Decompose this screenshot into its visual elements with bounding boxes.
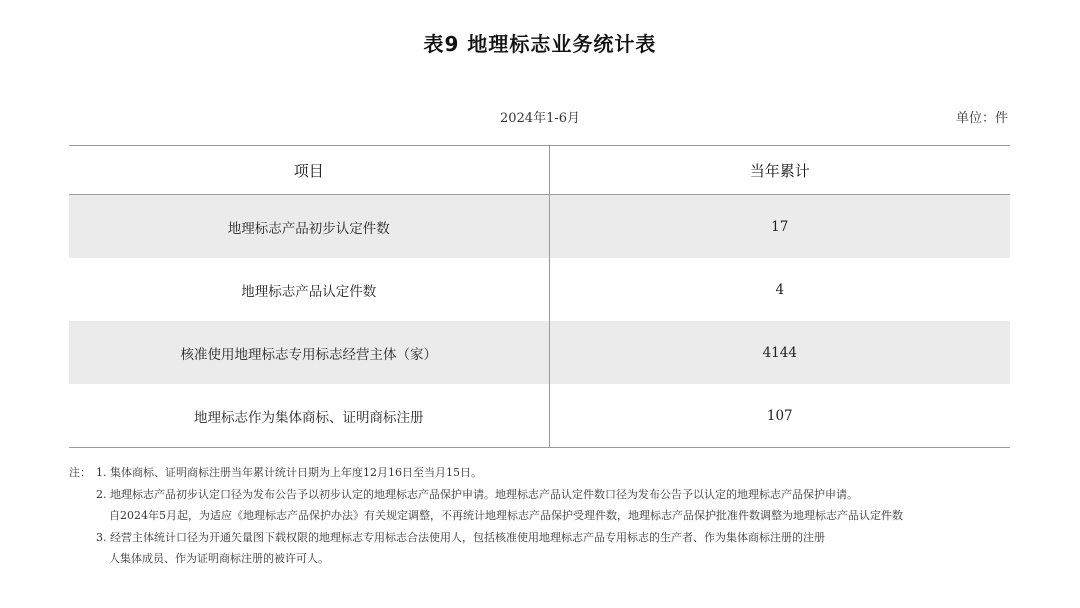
footnote-text: 3. 经营主体统计口径为开通矢量图下载权限的地理标志专用标志合法使用人，包括核准使用地理标志产品专用标志的生产者、作为集体商标注册的注册 [96, 530, 825, 544]
table-row [69, 258, 1010, 321]
table-row [69, 384, 1010, 448]
footnotes [69, 462, 1019, 570]
footnote-line [69, 527, 1019, 549]
row-value: 4144 [549, 321, 1010, 384]
header-cumulative: 当年累计 [549, 146, 1010, 195]
table-title: 表9 地理标志业务统计表 [423, 32, 657, 56]
statistics-table [69, 145, 1010, 448]
row-item-label: 核准使用地理标志专用标志经营主体（家） [69, 321, 549, 384]
row-item-label: 地理标志产品认定件数 [69, 258, 549, 321]
footnote-text: 自2024年5月起，为适应《地理标志产品保护办法》有关规定调整，不再统计地理标志产品保护受理件数，地理标志产品保护批准件数调整为地理标志产品认定件数 [109, 509, 903, 522]
row-value: 107 [549, 384, 1010, 448]
row-item-label: 地理标志作为集体商标、证明商标注册 [69, 384, 549, 448]
footnote-prefix: 注： [69, 466, 91, 479]
row-item-label: 地理标志产品初步认定件数 [69, 195, 549, 259]
header-item: 项目 [69, 146, 549, 195]
row-value: 17 [549, 195, 1010, 259]
footnote-line [69, 548, 1019, 570]
footnote-line [69, 484, 1019, 506]
table-row [69, 321, 1010, 384]
row-value: 4 [775, 281, 785, 298]
footnote-line [69, 505, 1019, 527]
table-row [69, 195, 1010, 259]
footnote-text: 人集体成员、作为证明商标注册的被许可人。 [109, 552, 329, 565]
unit-label: 单位：件 [955, 111, 1008, 126]
footnote-text: 2. 地理标志产品初步认定口径为发布公告予以初步认定的地理标志产品保护申请。地理标志产品认定件数口径为发布公告予以认定的地理标志产品保护申请。 [96, 487, 858, 501]
footnote-text: 1. 集体商标、证明商标注册当年累计统计日期为上年度12月16日至当月15日。 [96, 466, 482, 479]
report-period: 2024年1-6月 [499, 111, 581, 126]
table-header-row [69, 146, 1010, 195]
footnote-line [69, 462, 1019, 484]
